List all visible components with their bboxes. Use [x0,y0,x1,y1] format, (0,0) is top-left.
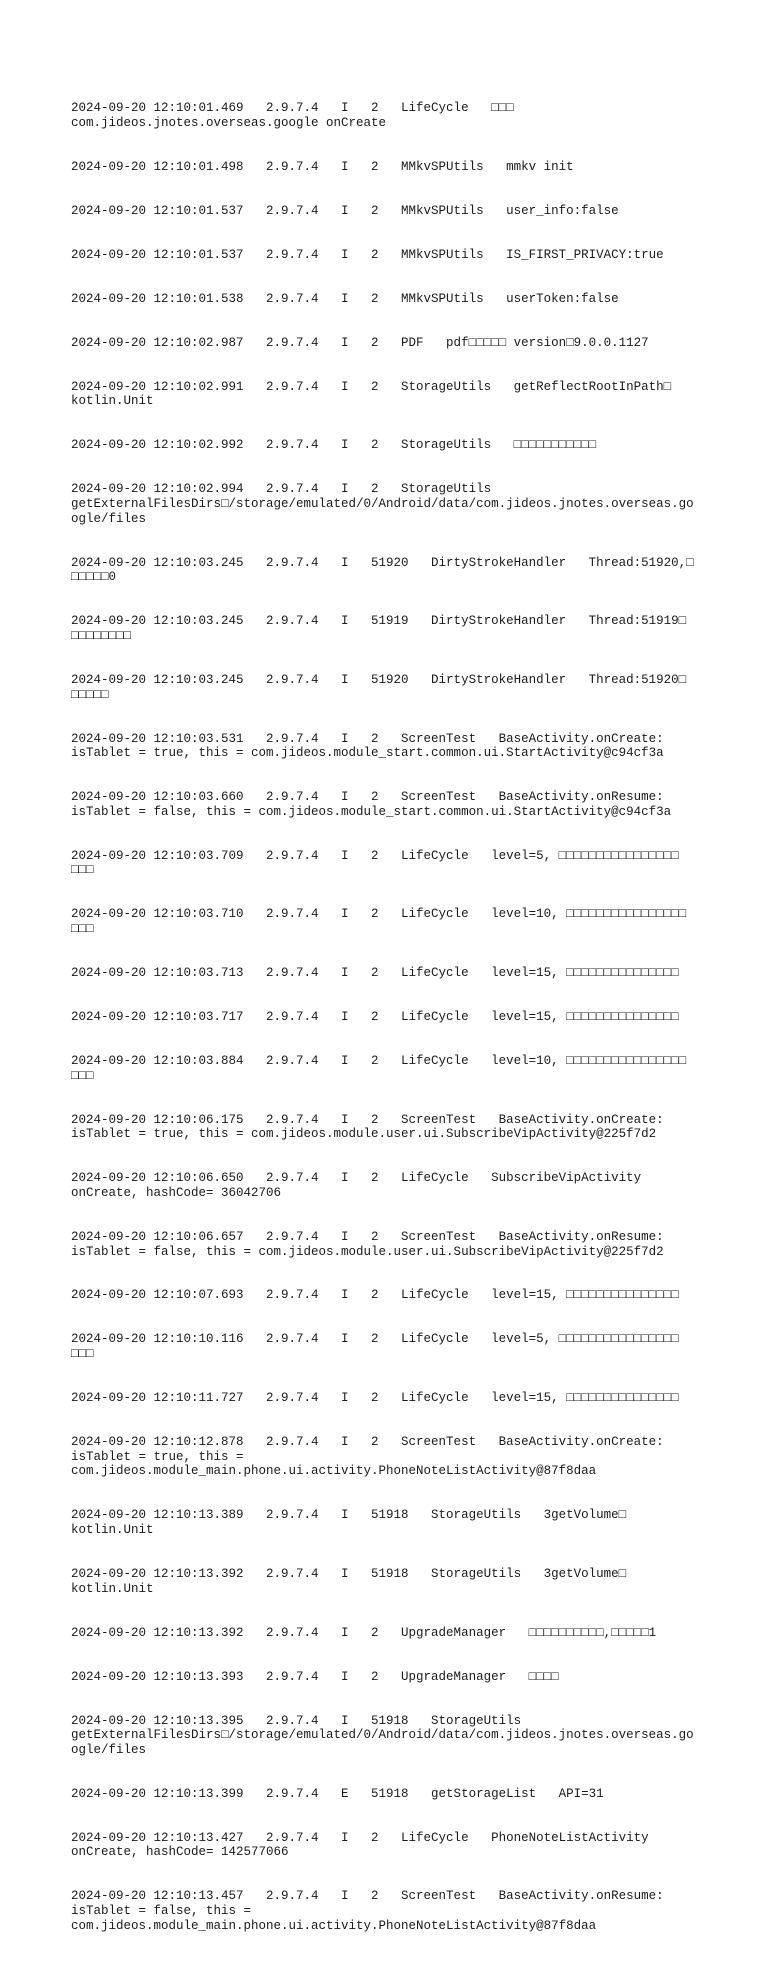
log-entry: 2024-09-20 12:10:01.498 2.9.7.4 I 2 MMkvSPUtils mmkv init [71,159,574,174]
log-entry: 2024-09-20 12:10:02.992 2.9.7.4 I 2 StorageUtils □□□□□□□□□□□ [71,438,597,453]
log-entry: 2024-09-20 12:10:03.245 2.9.7.4 I 51920 DirtyStrokeHandler Thread:51920,□ □□□□□0 [71,555,694,585]
log-entry: 2024-09-20 12:10:03.245 2.9.7.4 I 51919 DirtyStrokeHandler Thread:51919□ □□□□□□□□ [71,614,687,643]
log-entry: 2024-09-20 12:10:13.389 2.9.7.4 I 51918 StorageUtils 3getVolume□ kotlin.Unit [71,1508,627,1537]
log-entry: 2024-09-20 12:10:10.116 2.9.7.4 I 2 LifeCycle level=5, □□□□□□□□□□□□□□□□ □□□ [71,1332,679,1362]
log-entry: 2024-09-20 12:10:02.991 2.9.7.4 I 2 StorageUtils getReflectRootInPath□ kotlin.Unit [71,379,672,409]
log-entry: 2024-09-20 12:10:03.531 2.9.7.4 I 2 ScreenTest BaseActivity.onCreate: isTablet = true, this = com.jideos.module_start.common.ui.StartActivity@c94cf3a [71,731,664,761]
log-entry: 2024-09-20 12:10:03.660 2.9.7.4 I 2 ScreenTest BaseActivity.onResume: isTablet = false, this = com.jideos.module_start.common.ui.StartActivity@c94cf3a [71,790,672,819]
log-entry: 2024-09-20 12:10:02.987 2.9.7.4 I 2 PDF pdf□□□□□ version□9.0.0.1127 [71,335,649,350]
log-entry: 2024-09-20 12:10:03.710 2.9.7.4 I 2 LifeCycle level=10, □□□□□□□□□□□□□□□□ □□□ [71,907,687,937]
log-entry: 2024-09-20 12:10:03.709 2.9.7.4 I 2 LifeCycle level=5, □□□□□□□□□□□□□□□□ □□□ [71,848,679,878]
log-entry: 2024-09-20 12:10:03.717 2.9.7.4 I 2 LifeCycle level=15, □□□□□□□□□□□□□□□ [71,1010,679,1024]
log-entry: 2024-09-20 12:10:13.427 2.9.7.4 I 2 LifeCycle PhoneNoteListActivity onCreate, hashCode= 142577066 [71,1830,649,1860]
log-entry: 2024-09-20 12:10:01.537 2.9.7.4 I 2 MMkvSPUtils IS_FIRST_PRIVACY:true [71,247,664,262]
log-entry: 2024-09-20 12:10:11.727 2.9.7.4 I 2 LifeCycle level=15, □□□□□□□□□□□□□□□ [71,1391,679,1406]
log-entry: 2024-09-20 12:10:06.650 2.9.7.4 I 2 LifeCycle SubscribeVipActivity onCreate, hashCode= 36042706 [71,1171,642,1200]
log-entry: 2024-09-20 12:10:13.457 2.9.7.4 I 2 ScreenTest BaseActivity.onResume: isTablet = false, this = com.jideos.module_main.phone.ui.activity.PhoneNoteListActivity@87f8daa [71,1889,664,1933]
log-entry: 2024-09-20 12:10:06.175 2.9.7.4 I 2 ScreenTest BaseActivity.onCreate: isTablet = true, this = com.jideos.module.user.ui.SubscribeVipActivity@225f7d2 [71,1112,664,1142]
log-entry: 2024-09-20 12:10:03.245 2.9.7.4 I 51920 DirtyStrokeHandler Thread:51920□ □□□□□ [71,672,687,702]
log-entry: 2024-09-20 12:10:13.395 2.9.7.4 I 51918 StorageUtils getExternalFilesDirs□/storage/emulated/0/Android/data/com.jideos.jnotes.overseas.go ogle/files [71,1713,694,1757]
log-entry: 2024-09-20 12:10:01.538 2.9.7.4 I 2 MMkvSPUtils userToken:false [71,291,619,306]
log-entry: 2024-09-20 12:10:02.994 2.9.7.4 I 2 StorageUtils getExternalFilesDirs□/storage/emulated/0/Android/data/com.jideos.jnotes.overseas.go ogle/files [71,482,694,526]
log-entry: 2024-09-20 12:10:03.884 2.9.7.4 I 2 LifeCycle level=10, □□□□□□□□□□□□□□□□ □□□ [71,1053,687,1083]
log-entry: 2024-09-20 12:10:07.693 2.9.7.4 I 2 LifeCycle level=15, □□□□□□□□□□□□□□□ [71,1288,679,1303]
log-entry: 2024-09-20 12:10:13.393 2.9.7.4 I 2 UpgradeManager □□□□ [71,1669,559,1684]
log-entry: 2024-09-20 12:10:13.392 2.9.7.4 I 2 UpgradeManager □□□□□□□□□□,□□□□□1 [71,1625,657,1640]
log-entry: 2024-09-20 12:10:01.537 2.9.7.4 I 2 MMkvSPUtils user_info:false [71,203,619,218]
log-text-block [71,72,701,1963]
log-entry: 2024-09-20 12:10:03.713 2.9.7.4 I 2 LifeCycle level=15, □□□□□□□□□□□□□□□ [71,966,679,981]
log-entry: 2024-09-20 12:10:01.469 2.9.7.4 I 2 LifeCycle □□□ com.jideos.jnotes.overseas.google onCreate [71,101,514,130]
log-entry: 2024-09-20 12:10:13.399 2.9.7.4 E 51918 getStorageList API=31 [71,1786,604,1801]
log-entry: 2024-09-20 12:10:12.878 2.9.7.4 I 2 ScreenTest BaseActivity.onCreate: isTablet = true, this = com.jideos.module_main.phone.ui.activity.PhoneNoteListActivity@87f8daa [71,1435,664,1479]
log-entry: 2024-09-20 12:10:13.392 2.9.7.4 I 51918 StorageUtils 3getVolume□ kotlin.Unit [71,1566,627,1596]
log-entry: 2024-09-20 12:10:06.657 2.9.7.4 I 2 ScreenTest BaseActivity.onResume: isTablet = false, this = com.jideos.module.user.ui.SubscribeVipActivity@225f7d2 [71,1229,664,1259]
